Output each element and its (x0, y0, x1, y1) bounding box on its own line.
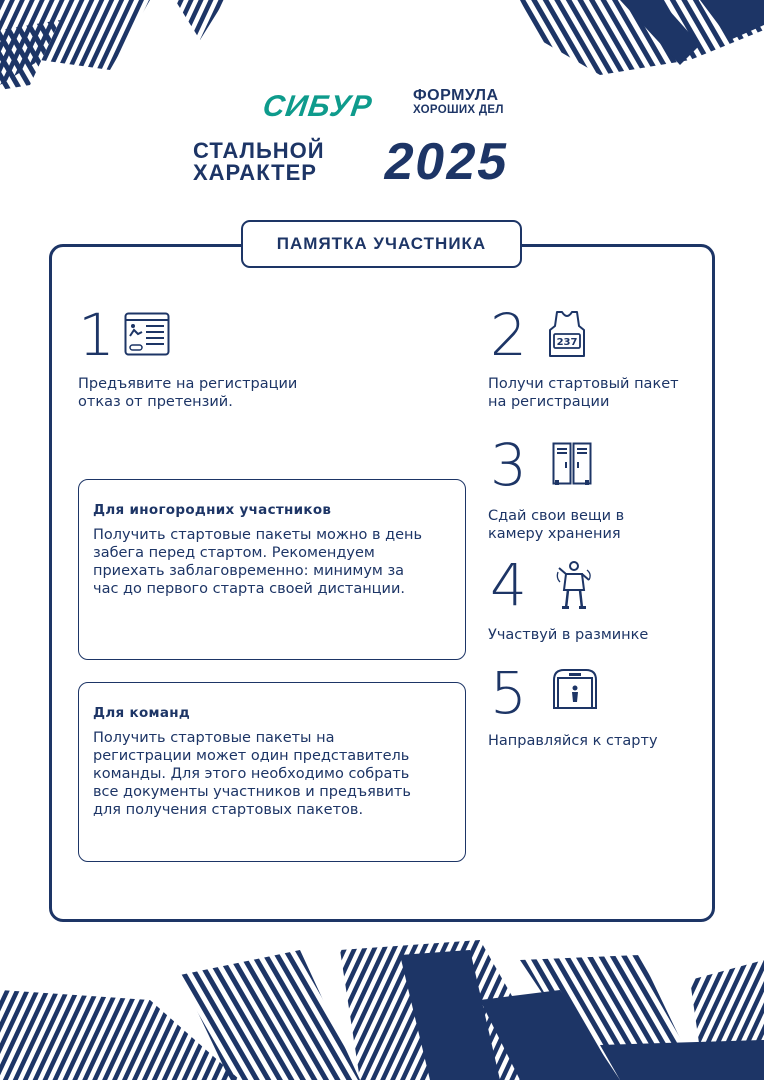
step-2-line1: Получи стартовый пакет (488, 376, 679, 392)
step-5-line1: Направляйся к старту (488, 733, 658, 749)
step-1-line1: Предъявите на регистрации (78, 376, 298, 392)
waiver-document-icon (124, 312, 170, 356)
step-2-text (488, 375, 679, 411)
out-of-town-line: приехать заблаговременно: минимум за (93, 563, 405, 579)
teams-line: все документы участников и предъявить (93, 784, 411, 800)
teams-line: регистрации может один представитель (93, 748, 410, 764)
event-name (193, 140, 325, 184)
step-1-text (78, 375, 297, 411)
event-title (0, 133, 764, 191)
step-1-number: 1 (78, 301, 115, 369)
teams-line: для получения стартовых пакетов. (93, 802, 364, 818)
out-of-town-info-box (78, 479, 466, 660)
event-name-line1: СТАЛЬНОЙ (193, 138, 325, 163)
step-1-line2: отказ от претензий. (78, 394, 233, 410)
formula-logo-line1: ФОРМУЛА (413, 87, 499, 104)
lockers-icon (552, 442, 592, 486)
step-5-text (488, 732, 658, 750)
step-3-line1: Сдай свои вещи в (488, 508, 625, 524)
step-3-number: 3 (490, 431, 527, 499)
step-4-line1: Участвуй в разминке (488, 627, 649, 643)
teams-info-box (78, 682, 466, 862)
event-year: 2025 (379, 133, 514, 191)
start-gate-icon (552, 668, 598, 710)
logo-row (0, 86, 764, 126)
teams-text (93, 729, 411, 819)
event-name-line2: ХАРАКТЕР (193, 160, 317, 185)
step-2-number: 2 (490, 301, 527, 369)
formula-logo (413, 89, 504, 117)
step-2-line2: на регистрации (488, 394, 610, 410)
out-of-town-text (93, 526, 422, 598)
teams-line: Получить стартовые пакеты на (93, 730, 335, 746)
step-4-text (488, 626, 648, 644)
teams-line: команды. Для этого необходимо собрать (93, 766, 410, 782)
memo-title: ПАМЯТКА УЧАСТНИКА (241, 220, 522, 268)
bib-number: 237 (556, 337, 578, 348)
step-4-number: 4 (490, 551, 527, 619)
out-of-town-line: Получить стартовые пакеты можно в день (93, 527, 423, 543)
step-5-number: 5 (490, 659, 527, 727)
sibur-logo: СИБУР (260, 90, 375, 123)
out-of-town-heading: Для иногородних участников (93, 502, 332, 518)
out-of-town-line: час до первого старта своей дистанции. (93, 581, 406, 597)
formula-logo-line2: ХОРОШИХ ДЕЛ (413, 104, 504, 116)
teams-heading: Для команд (93, 705, 191, 721)
step-3-line2: камеру хранения (488, 526, 621, 542)
step-3-text (488, 507, 624, 543)
warmup-person-icon (556, 560, 592, 610)
out-of-town-line: забега перед стартом. Рекомендуем (93, 545, 375, 561)
race-bib-shirt-icon (548, 310, 586, 358)
